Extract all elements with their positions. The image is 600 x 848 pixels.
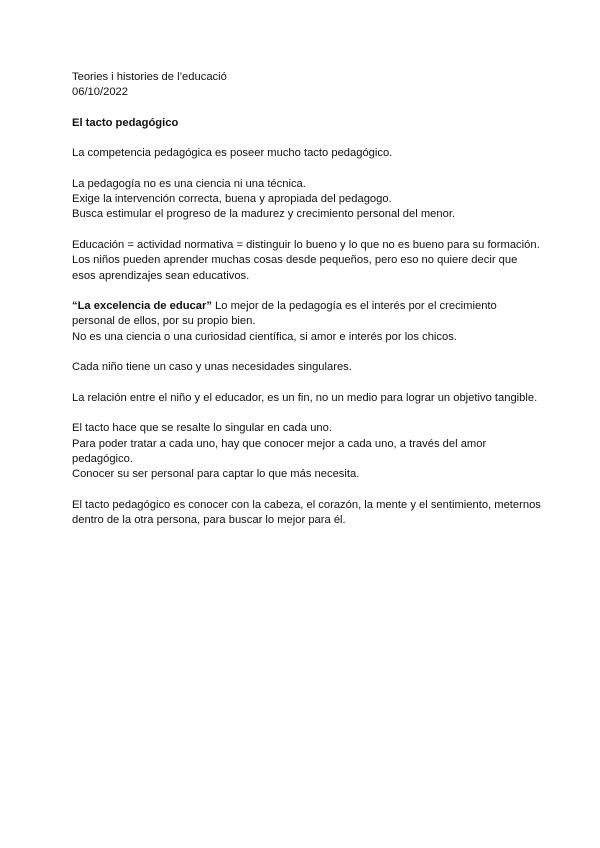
paragraph-2a: La pedagogía no es una ciencia ni una técnica. [72,177,306,190]
paragraph-3a: Educación = actividad normativa = distinguir lo bueno y lo que no es bueno para su formación. [72,238,540,251]
paragraph-7b: Para poder tratar a cada uno, hay que conocer mejor a cada uno, a través del amor pedagógico. [72,437,487,465]
paragraph-5: Cada niño tiene un caso y unas necesidades singulares. [72,361,352,374]
paragraph-3b: Los niños pueden aprender muchas cosas desde pequeños, pero eso no quiere decir que esos aprendizajes sean educativos. [72,254,518,282]
course-name: Teories i histories de l’educació [72,71,227,83]
paragraph-4b: No es una ciencia o una curiosidad científica, si amor e interés por los chicos. [72,330,457,343]
paragraph-2b: Exige la intervención correcta, buena y apropiada del pedagogo. [72,193,392,206]
paragraph-7c: Conocer su ser personal para captar lo que más necesita. [72,468,360,481]
document-date: 06/10/2022 [72,86,128,99]
paragraph-1: La competencia pedagógica es poseer mucho tacto pedagógico. [72,147,393,160]
paragraph-4a [72,299,542,330]
paragraph-8: El tacto pedagógico es conocer con la cabeza, el corazón, la mente y el sentimiento, meternos dentro de la otra persona, para buscar lo mejor para él. [72,498,541,527]
paragraph-2c: Busca estimular el progreso de la madurez y crecimiento personal del menor. [72,208,456,221]
document-title: El tacto pedagógico [72,116,179,129]
paragraph-7a: El tacto hace que se resalte lo singular en cada uno. [72,422,332,435]
quote-heading: “La excelencia de educar” [72,300,212,313]
document-body [72,70,542,529]
paragraph-6: La relación entre el niño y el educador, es un fin, no un medio para lograr un objetivo tangible. [72,391,538,404]
paragraph-4a-text: Lo mejor de la pedagogía es el interés por el crecimiento personal de ellos, por su propio bien. [72,300,497,328]
